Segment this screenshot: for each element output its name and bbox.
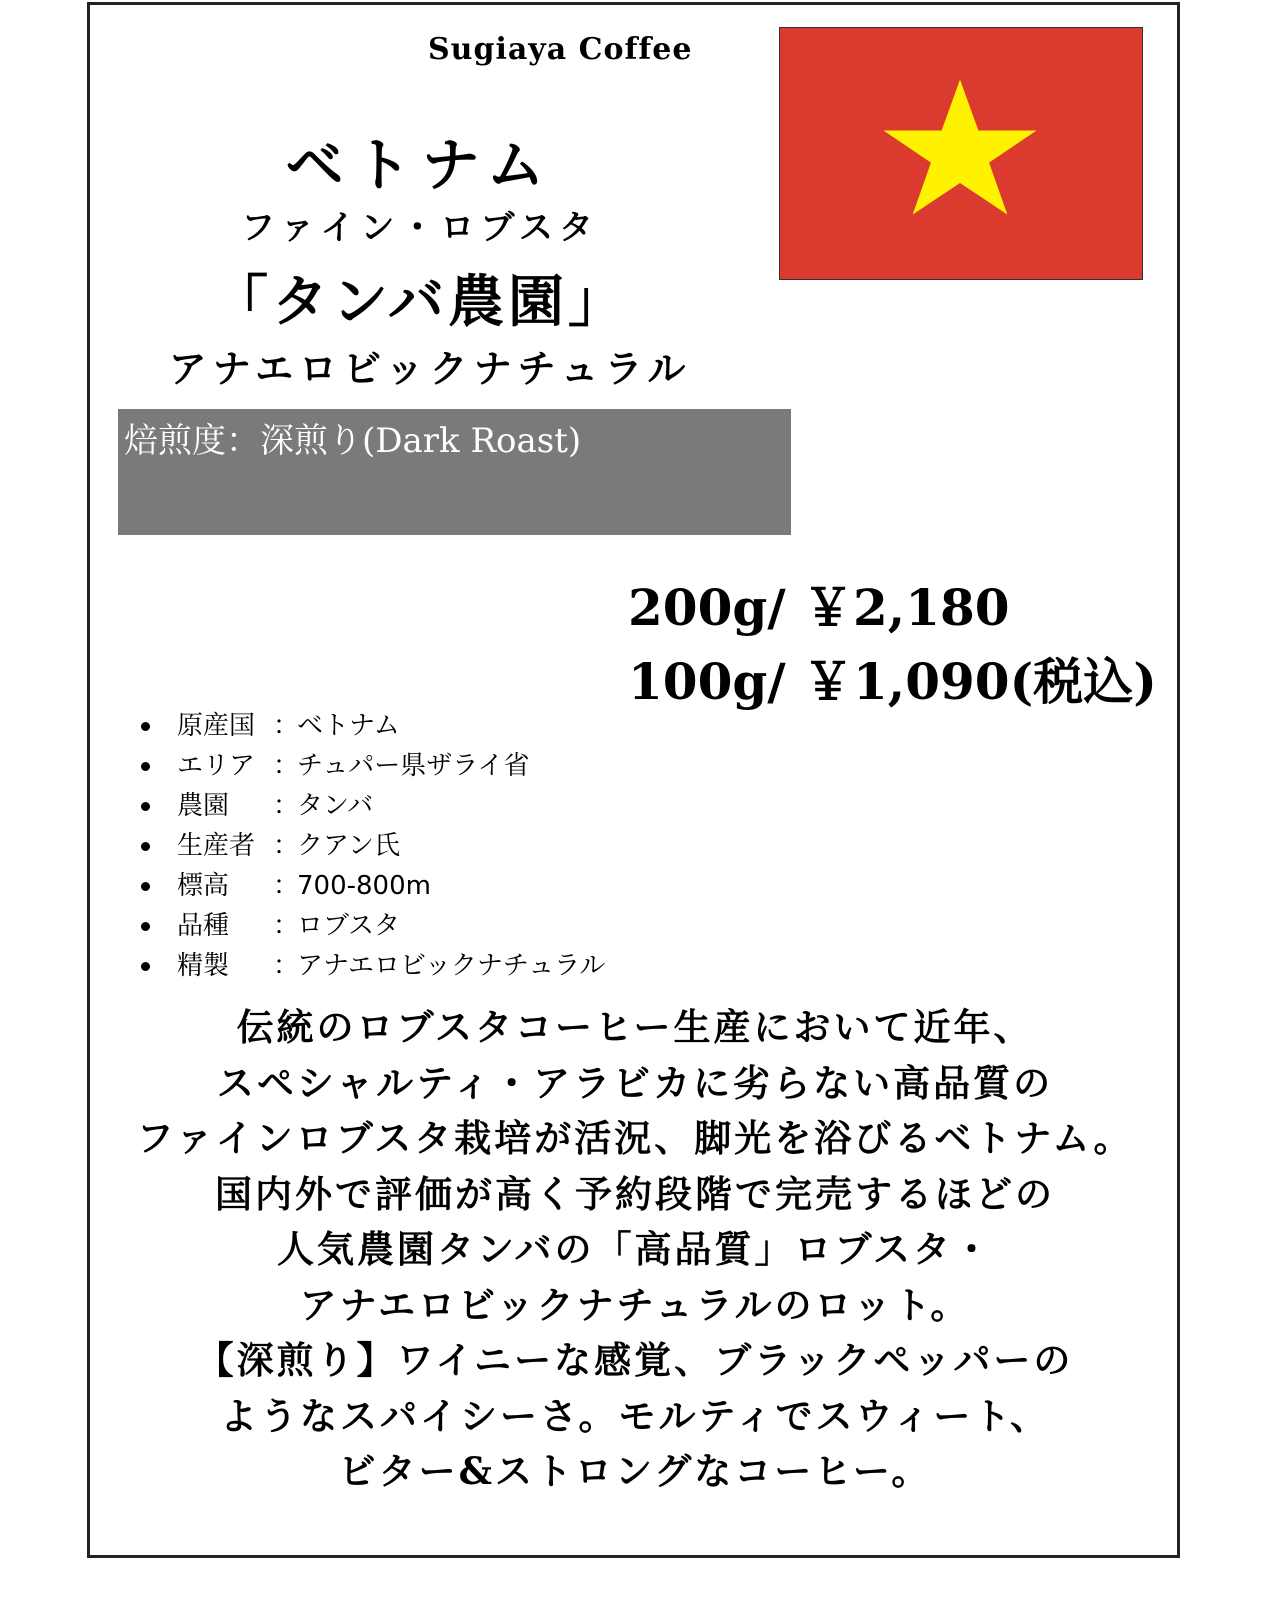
bullet-icon [141, 762, 150, 771]
spec-value: チュパー県ザライ省 [297, 751, 530, 781]
spec-item [140, 706, 605, 746]
brand-name: Sugiaya Coffee [428, 32, 693, 67]
vietnam-flag-graphic [780, 28, 1142, 279]
spec-label: 原産国 [177, 711, 256, 741]
description-line: ファインロブスタ栽培が活況、脚光を浴びるベトナム。 [136, 1116, 1134, 1160]
spec-separator: ： [273, 791, 300, 821]
spec-separator: ： [273, 711, 300, 741]
description-line: 伝統のロブスタコーヒー生産において近年、 [236, 1005, 1034, 1049]
spec-separator: ： [273, 751, 300, 781]
spec-label: エリア [177, 751, 256, 781]
description-line: 人気農園タンバの「高品質」ロブスタ・ [277, 1227, 993, 1271]
spec-item [140, 746, 605, 786]
spec-label: 生産者 [177, 831, 256, 861]
spec-value: 700-800m [297, 871, 431, 901]
description-line: ようなスパイシーさ。モルティでスウィート、 [219, 1393, 1050, 1438]
description-line: アナエロビックナチュラルのロット。 [299, 1282, 971, 1327]
spec-label: 標高 [177, 871, 230, 901]
bullet-icon [141, 722, 150, 731]
spec-label: 精製 [177, 951, 230, 981]
bullet-icon [141, 962, 150, 971]
spec-item [140, 866, 605, 906]
description-line: スペシャルティ・アラビカに劣らない高品質の [216, 1060, 1054, 1105]
description-block [95, 1000, 1175, 1500]
spec-item [140, 786, 605, 826]
spec-value: ロブスタ [297, 911, 400, 941]
spec-separator: ： [273, 831, 300, 861]
price-100g: 100g/ ￥1,090(税込) [628, 652, 1157, 711]
bean-category: ファイン・ロブスタ [241, 208, 599, 248]
spec-item [140, 826, 605, 866]
spec-separator: ： [273, 951, 300, 981]
roast-level-box [118, 409, 791, 535]
process-title: アナエロビックナチュラル [168, 346, 692, 391]
spec-item [140, 906, 605, 946]
vietnam-flag-icon [779, 27, 1143, 280]
spec-label: 農園 [177, 791, 230, 821]
description-line: ビター&ストロングなコーヒー。 [338, 1449, 932, 1493]
bullet-icon [141, 802, 150, 811]
description-line: 【深煎り】ワイニーな感覚、ブラックペッパーの [196, 1338, 1074, 1382]
spec-value: ベトナム [297, 711, 400, 741]
bullet-icon [141, 922, 150, 931]
bullet-icon [141, 842, 150, 851]
spec-item [140, 946, 605, 986]
spec-separator: ： [273, 911, 300, 941]
bullet-icon [141, 882, 150, 891]
spec-label: 品種 [177, 911, 230, 941]
spec-list [140, 706, 605, 986]
price-200g: 200g/ ￥2,180 [628, 578, 1010, 637]
farm-title: 「タンバ農園」 [211, 269, 629, 335]
spec-value: タンバ [297, 791, 374, 821]
description-line: 国内外で評価が高く予約段階で完売するほどの [215, 1171, 1055, 1216]
spec-value: アナエロビックナチュラル [297, 951, 606, 981]
roast-level-text: 焙煎度：深煎り(Dark Roast) [124, 421, 582, 461]
country-title: ベトナム [285, 131, 555, 199]
spec-value: クアン氏 [297, 831, 400, 861]
spec-separator: ： [273, 871, 300, 901]
